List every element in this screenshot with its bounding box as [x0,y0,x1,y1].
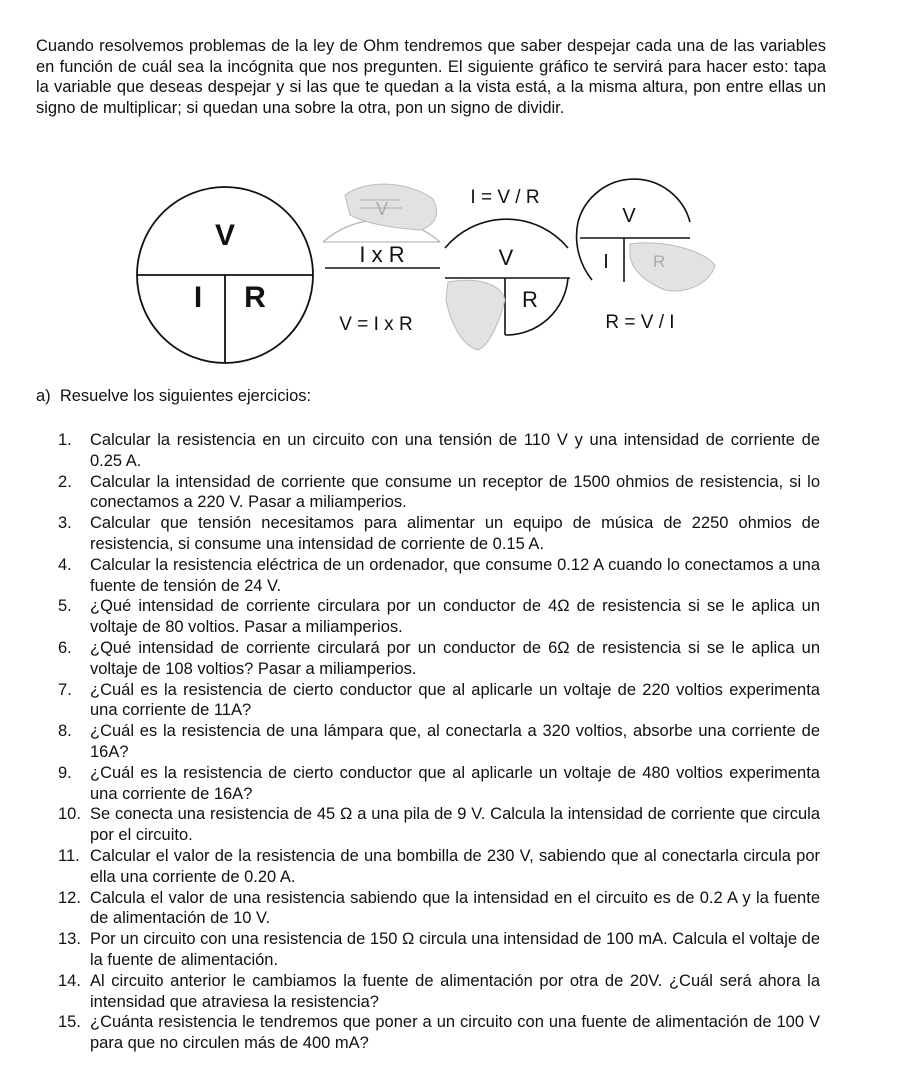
ohm-circle-solve-r [577,179,715,333]
exercise-number: 11. [58,846,80,865]
hand-icon [446,280,505,350]
exercise-number: 2. [58,472,72,491]
exercise-text: Calcular la resistencia en un circuito con una tensión de 110 V y una intensidad de corriente de 0.25 A. [90,431,820,470]
exercise-number: 14. [58,971,81,990]
exercise-item [58,596,820,638]
exercise-item [58,1012,820,1054]
exercise-number: 12. [58,888,81,907]
formula-r: R = V / I [605,312,675,333]
exercise-text: ¿Qué intensidad de corriente circulara por un conductor de 4Ω de resistencia si se le aplica un voltaje de 80 voltios. Pasar a miliamperios. [90,597,820,637]
exercise-item [58,971,820,1013]
exercise-number: 6. [58,638,72,657]
ohm-triangle-diagram [0,170,897,385]
exercise-item [58,804,820,846]
exercise-text: ¿Cuánta resistencia le tendremos que poner a un circuito con una fuente de alimentación de 100 V para que no circulen más de 400 mA? [90,1013,820,1053]
exercise-item [58,846,820,888]
exercise-number: 7. [58,680,72,699]
formula-v: V = I x R [339,314,413,335]
exercise-item [58,929,820,971]
exercise-text: ¿Cuál es la resistencia de una lámpara que, al conectarla a 320 voltios, absorbe una corriente de 16A? [90,722,820,761]
ohm-diagram-svg [0,170,897,385]
exercise-item [58,513,820,555]
exercise-item [58,680,820,722]
exercise-item [58,763,820,805]
panel-i-top: V [498,245,514,270]
section-title: a) Resuelve los siguientes ejercicios: [36,387,312,405]
svg-text:V: V [375,199,389,219]
exercise-text: ¿Qué intensidad de corriente circulará por un conductor de 6Ω de resistencia si se le aplica un voltaje de 108 voltios? Pasar a miliamperios. [90,638,820,678]
exercise-number: 1. [58,431,72,449]
panel-r-top: V [622,205,636,227]
exercise-item [58,555,820,597]
circle-label-v: V [214,219,236,252]
exercise-item [58,888,820,930]
exercise-number: 15. [58,1013,81,1032]
circle-label-i: I [193,281,203,314]
formula-i: I = V / R [470,187,540,208]
panel-i-right: R [522,287,538,312]
exercise-text: Calcular la intensidad de corriente que consume un receptor de 1500 ohmios de resistencia, si lo conectamos a 220 V. Pasar a miliamperios. [90,472,820,512]
exercise-text: ¿Cuál es la resistencia de cierto conductor que al aplicarle un voltaje de 220 voltios experimenta una corriente de 11A? [90,680,820,720]
exercise-number: 8. [58,722,72,741]
exercise-text: ¿Cuál es la resistencia de cierto conductor que al aplicarle un voltaje de 480 voltios experimenta una corriente de 16A? [90,763,820,803]
exercise-text: Se conecta una resistencia de 45 Ω a una pila de 9 V. Calcula la intensidad de corriente que circula por el circuito. [90,805,820,845]
exercise-text: Calcular la resistencia eléctrica de un ordenador, que consume 0.12 A cuando lo conectamos a una fuente de tensión de 24 V. [90,555,820,595]
exercise-text: Por un circuito con una resistencia de 150 Ω circula una intensidad de 100 mA. Calcula el voltaje de la fuente de alimentación. [90,930,820,969]
hand-icon [630,243,715,291]
ohm-circle-solve-v [323,184,440,335]
exercise-text: Al circuito anterior le cambiamos la fuente de alimentación por otra de 20V. ¿Cuál será ahora la intensidad que atraviesa la resistencia? [90,971,820,1011]
exercise-item [58,430,820,472]
panel-r-left: I [603,251,609,273]
exercise-text: Calcular que tensión necesitamos para alimentar un equipo de música de 2250 ohmios de resistencia, si consume una intensidad de corriente de 0.15 A. [90,514,820,553]
exercise-item [58,638,820,680]
circle-label-r: R [244,281,266,314]
exercise-text: Calcular el valor de la resistencia de una bombilla de 230 V, sabiendo que al conectarla circula por ella una corriente de 0.20 A. [90,846,820,886]
exercise-item [58,472,820,514]
exercise-item [58,721,820,763]
exercise-list [58,430,820,1054]
exercise-number: 3. [58,514,72,533]
panel-v-inner: I x R [359,242,405,267]
exercise-number: 10. [58,805,81,824]
svg-text:R: R [653,252,666,271]
exercise-number: 4. [58,555,72,574]
ohm-circle-full [137,187,313,363]
exercise-number: 13. [58,930,81,949]
exercise-number: 9. [58,763,72,782]
ohm-circle-solve-i [445,187,570,350]
intro-paragraph: Cuando resolvemos problemas de la ley de Ohm tendremos que saber despejar cada una de las variables en función de cuál sea la incógnita que nos pregunten. El siguiente gráfico te servirá para hacer esto: tapa la variable que deseas despejar y si las que te quedan a la vista está, a la misma altura, pon entre ellas un signo de multiplicar; si quedan una sobre la otra, pon un signo de dividir. [36,37,826,117]
exercise-number: 5. [58,597,72,616]
exercise-text: Calcula el valor de una resistencia sabiendo que la intensidad en el circuito es de 0.2 A y la fuente de alimentación de 10 V. [90,888,820,928]
